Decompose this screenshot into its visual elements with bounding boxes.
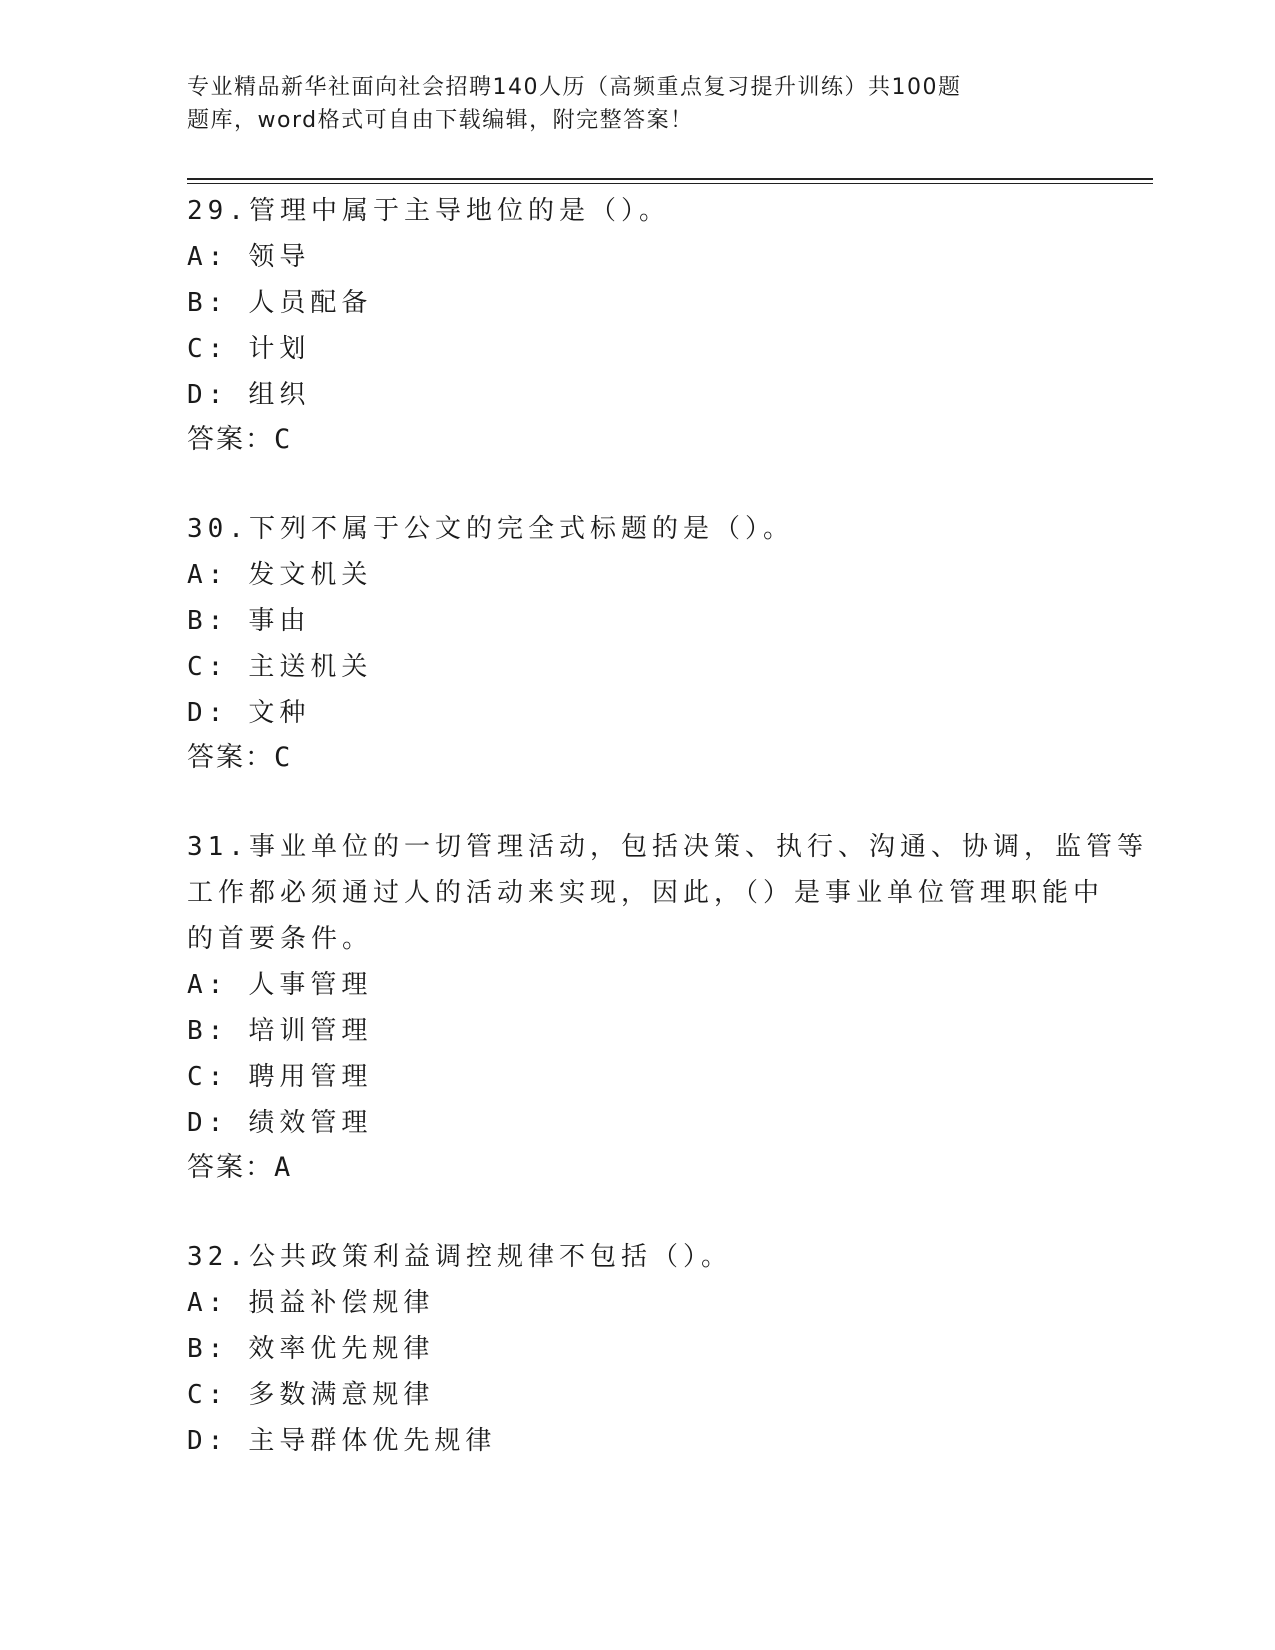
header-title-line-1: 专业精品新华社面向社会招聘140人历（高频重点复习提升训练）共100题 [187,75,962,100]
option-key: B: [187,1334,229,1364]
question-block [187,824,1148,1190]
answer-option [187,552,1087,598]
option-key: C: [187,1062,229,1092]
option-text: 领导 [248,242,311,272]
option-key: B: [187,606,229,636]
option-text: 组织 [248,380,311,410]
answer-value: C [274,424,293,455]
option-key: B: [187,1016,229,1046]
answer-option [187,598,1087,644]
option-text: 主送机关 [248,652,373,682]
option-text: 培训管理 [248,1016,373,1046]
answer-line [187,418,1087,462]
answer-value: C [274,742,293,773]
answer-label: 答案： [187,424,274,455]
question-text: 32.公共政策利益调控规律不包括（）。 [187,1242,732,1272]
option-key: D: [187,1108,229,1138]
option-text: 事由 [248,606,311,636]
question-text: 30.下列不属于公文的完全式标题的是（）。 [187,514,794,544]
option-text: 多数满意规律 [248,1380,435,1410]
answer-label: 答案： [187,1152,274,1183]
answer-option [187,280,1087,326]
question-block [187,188,1087,462]
answer-option [187,962,1087,1008]
option-text: 文种 [248,698,311,728]
question-block [187,506,1087,780]
option-text: 计划 [248,334,311,364]
answer-value: A [274,1152,293,1183]
answer-option [187,1372,1087,1418]
option-key: A: [187,1288,229,1318]
option-key: D: [187,380,229,410]
answer-option [187,234,1087,280]
header-title-line-2: 题库，word格式可自由下载编辑，附完整答案！ [187,108,694,133]
option-key: A: [187,970,229,1000]
answer-option [187,690,1087,736]
answer-option [187,1280,1087,1326]
question-text: 的首要条件。 [187,924,374,954]
option-key: C: [187,1380,229,1410]
answer-option [187,644,1087,690]
answer-label: 答案： [187,742,274,773]
question-text: 29.管理中属于主导地位的是（）。 [187,196,670,226]
answer-option [187,372,1087,418]
answer-line [187,1146,1087,1190]
option-key: C: [187,334,229,364]
option-key: B: [187,288,229,318]
option-text: 效率优先规律 [248,1334,435,1364]
option-key: D: [187,698,229,728]
option-text: 主导群体优先规律 [248,1426,497,1456]
option-key: A: [187,560,229,590]
option-text: 损益补偿规律 [248,1288,435,1318]
option-text: 绩效管理 [248,1108,373,1138]
answer-option [187,1418,1087,1464]
question-list [187,188,1148,1508]
option-key: C: [187,652,229,682]
option-text: 发文机关 [248,560,373,590]
option-text: 聘用管理 [248,1062,373,1092]
answer-option [187,1100,1087,1146]
header-divider [187,178,1153,184]
answer-option [187,1054,1087,1100]
question-text: 31.事业单位的一切管理活动，包括决策、执行、沟通、协调，监管等 [187,832,1148,862]
option-text: 人事管理 [248,970,373,1000]
answer-option [187,1326,1087,1372]
option-text: 人员配备 [248,288,373,318]
document-header [187,71,1017,137]
question-block [187,1234,1087,1464]
answer-line [187,736,1087,780]
question-text: 工作都必须通过人的活动来实现，因此，（）是事业单位管理职能中 [187,878,1105,908]
answer-option [187,1008,1087,1054]
option-key: A: [187,242,229,272]
answer-option [187,326,1087,372]
option-key: D: [187,1426,229,1456]
